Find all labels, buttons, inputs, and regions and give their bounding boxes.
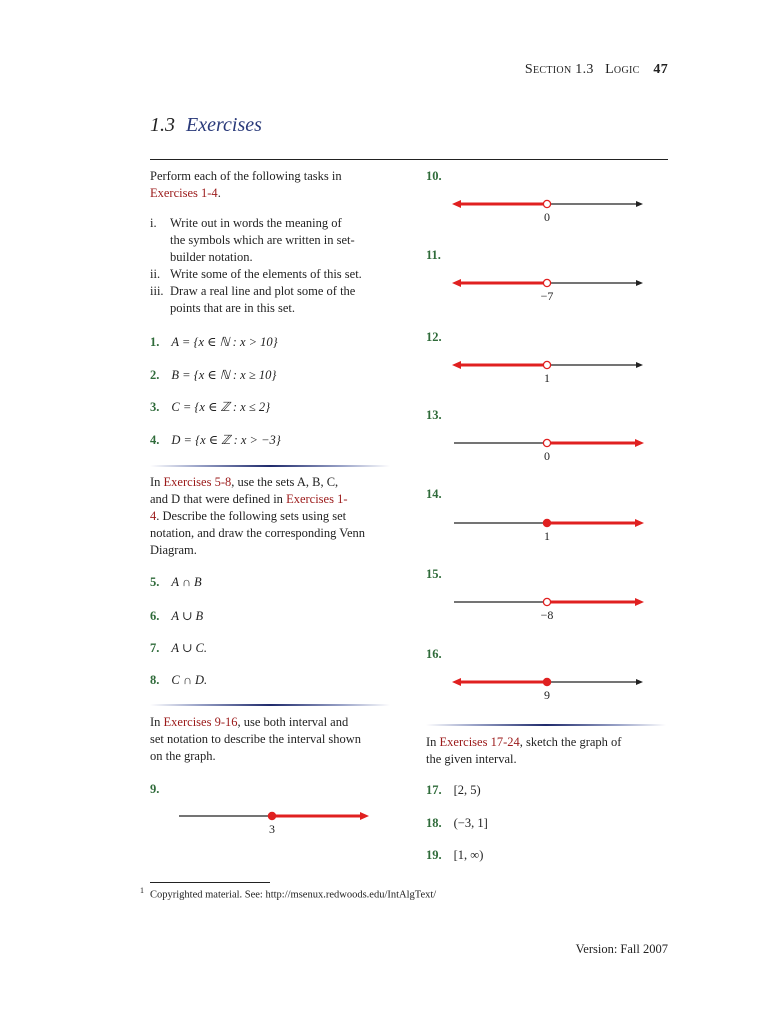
- number-line-13: [450, 435, 645, 465]
- section-title-text: Exercises: [186, 114, 262, 136]
- task-ii: [150, 266, 410, 283]
- link-exercises-1-4[interactable]: Exercises 1-4: [150, 186, 218, 200]
- number-line-16: [450, 674, 645, 704]
- arrow-right-icon: [636, 362, 643, 368]
- open-endpoint: [543, 361, 550, 368]
- intro-exercises-5-8: [150, 474, 415, 559]
- intro2-l5: Diagram.: [150, 543, 197, 557]
- intro3-l3: on the graph.: [150, 749, 216, 763]
- link-exercises-5-8[interactable]: Exercises 5-8: [163, 475, 232, 489]
- tick-label: 0: [544, 449, 550, 463]
- tick-label: 1: [544, 371, 550, 385]
- exercise-19-expr: [1, ∞): [453, 848, 484, 862]
- exercise-19: [426, 848, 483, 863]
- exercise-3-expr: C = {x ∈ ℤ : x ≤ 2}: [171, 400, 271, 414]
- exercise-3-number: 3.: [150, 400, 160, 414]
- exercise-17-number: 17.: [426, 783, 442, 797]
- closed-endpoint: [543, 519, 550, 526]
- exercise-12-number: 12.: [426, 330, 442, 344]
- task-i: [150, 215, 410, 266]
- exercise-3: [150, 399, 270, 415]
- version-footer: Version: Fall 2007: [575, 942, 668, 956]
- arrow-right-icon: [635, 519, 644, 527]
- number-line-9: [175, 808, 370, 838]
- exercise-2-expr: B = {x ∈ ℕ : x ≥ 10}: [171, 368, 277, 382]
- task-iii-line2: points that are in this set.: [170, 301, 295, 315]
- exercise-1-expr: A = {x ∈ ℕ : x > 10}: [171, 335, 278, 349]
- intro-exercises-1-4: [150, 168, 400, 202]
- link-exercises-1-4c[interactable]: 4: [150, 509, 157, 523]
- exercise-2-number: 2.: [150, 368, 160, 382]
- tick-label: 9: [544, 688, 550, 702]
- link-exercises-1-4b[interactable]: Exercises 1-: [286, 492, 348, 506]
- tick-label: −7: [540, 289, 554, 303]
- exercise-17: [426, 783, 481, 798]
- tick-label: 1: [544, 529, 550, 543]
- arrow-right-icon: [636, 201, 643, 207]
- exercise-1-number: 1.: [150, 335, 160, 349]
- closed-endpoint: [268, 812, 275, 819]
- exercise-17-expr: [2, 5): [453, 783, 481, 797]
- exercise-19-number: 19.: [426, 848, 442, 862]
- tick-label: 0: [544, 210, 550, 224]
- task-i-marker: i.: [150, 216, 157, 230]
- exercise-16-number: 16.: [426, 647, 442, 661]
- intro2-l3b: . Describe the following sets using set: [156, 509, 347, 523]
- intro4-l1a: In: [426, 735, 440, 749]
- intro4-l2: the given interval.: [426, 752, 517, 766]
- closed-endpoint: [543, 678, 550, 685]
- task-i-line1: Write out in words the meaning of: [170, 216, 342, 230]
- task-ii-marker: ii.: [150, 267, 161, 281]
- footnote-rule: [150, 882, 270, 883]
- exercise-4-number: 4.: [150, 433, 160, 447]
- task-ii-line1: Write some of the elements of this set.: [170, 267, 362, 281]
- arrow-left-icon: [452, 279, 461, 287]
- open-endpoint: [543, 439, 550, 446]
- exercise-13-number: 13.: [426, 408, 442, 422]
- exercise-18-number: 18.: [426, 816, 442, 830]
- number-line-15: [450, 594, 645, 624]
- task-i-line3: builder notation.: [170, 250, 253, 264]
- intro-exercises-9-16: [150, 714, 410, 765]
- section-title: [150, 114, 262, 137]
- exercise-7-expr: A ∪ C.: [171, 641, 207, 655]
- intro2-l1b: , use the sets A, B, C,: [231, 475, 339, 489]
- exercise-8: [150, 673, 207, 688]
- task-iii-marker: iii.: [150, 284, 164, 298]
- number-line-10: [450, 196, 645, 226]
- arrow-right-icon: [635, 439, 644, 447]
- arrow-left-icon: [452, 361, 461, 369]
- intro3-l1a: In: [150, 715, 164, 729]
- arrow-right-icon: [636, 679, 643, 685]
- exercise-5: [150, 575, 202, 590]
- exercise-1: [150, 334, 278, 350]
- open-endpoint: [543, 279, 550, 286]
- tick-label: 3: [269, 822, 275, 836]
- number-line-14: [450, 515, 645, 545]
- page-number: 47: [653, 62, 668, 77]
- exercise-4: [150, 432, 281, 448]
- arrow-left-icon: [452, 200, 461, 208]
- intro3-l2: set notation to describe the interval shown: [150, 732, 362, 746]
- arrow-right-icon: [635, 598, 644, 606]
- exercise-18: [426, 816, 488, 831]
- task-list: [150, 215, 410, 317]
- link-exercises-9-16[interactable]: Exercises 9-16: [163, 715, 238, 729]
- number-line-11: [450, 275, 645, 305]
- divider: [426, 724, 666, 726]
- tick-label: −8: [540, 608, 554, 622]
- intro3-l1b: , use both interval and: [237, 715, 349, 729]
- open-endpoint: [543, 200, 550, 207]
- exercise-10-number: 10.: [426, 169, 442, 183]
- divider: [150, 465, 390, 467]
- intro4-l1b: , sketch the graph of: [519, 735, 622, 749]
- exercise-6-expr: A ∪ B: [171, 609, 204, 623]
- running-header: [525, 62, 668, 78]
- exercise-5-expr: A ∩ B: [171, 575, 202, 589]
- footnote: [140, 886, 436, 901]
- header-topic: Logic: [605, 62, 640, 77]
- exercise-2: [150, 367, 276, 383]
- divider: [150, 704, 390, 706]
- section-number: 1.3: [150, 114, 175, 136]
- arrow-left-icon: [452, 678, 461, 686]
- footnote-mark: 1: [140, 886, 144, 895]
- exercise-6-number: 6.: [150, 609, 160, 623]
- link-exercises-17-24[interactable]: Exercises 17-24: [439, 735, 520, 749]
- task-iii-line1: Draw a real line and plot some of the: [170, 284, 356, 298]
- exercise-5-number: 5.: [150, 575, 160, 589]
- intro-exercises-17-24: [426, 734, 676, 768]
- intro1-text: Perform each of the following tasks in: [150, 169, 342, 183]
- title-rule: [150, 159, 668, 160]
- exercise-14-number: 14.: [426, 487, 442, 501]
- exercise-8-number: 8.: [150, 673, 160, 687]
- header-section: Section 1.3: [524, 62, 594, 77]
- exercise-7: [150, 640, 207, 656]
- open-endpoint: [543, 598, 550, 605]
- number-line-12: [450, 357, 645, 387]
- task-i-line2: the symbols which are written in set-: [170, 233, 355, 247]
- intro2-l4: notation, and draw the corresponding Venn: [150, 526, 365, 540]
- exercise-11-number: 11.: [426, 248, 441, 262]
- task-iii: [150, 283, 410, 317]
- exercise-4-expr: D = {x ∈ ℤ : x > −3}: [171, 433, 281, 447]
- exercise-8-expr: C ∩ D.: [171, 673, 208, 687]
- exercise-7-number: 7.: [150, 641, 160, 655]
- exercise-18-expr: (−3, 1]: [453, 816, 488, 830]
- arrow-right-icon: [636, 280, 643, 286]
- intro2-l2a: and D that were defined in: [150, 492, 287, 506]
- footnote-text: Copyrighted material. See: http://msenux.redwoods.edu/IntAlgText/: [150, 889, 437, 901]
- arrow-right-icon: [360, 812, 369, 820]
- exercise-6: [150, 608, 203, 624]
- intro1-post: .: [217, 186, 221, 200]
- exercise-15-number: 15.: [426, 567, 442, 581]
- exercise-9-number: 9.: [150, 782, 160, 796]
- intro2-l1a: In: [150, 475, 164, 489]
